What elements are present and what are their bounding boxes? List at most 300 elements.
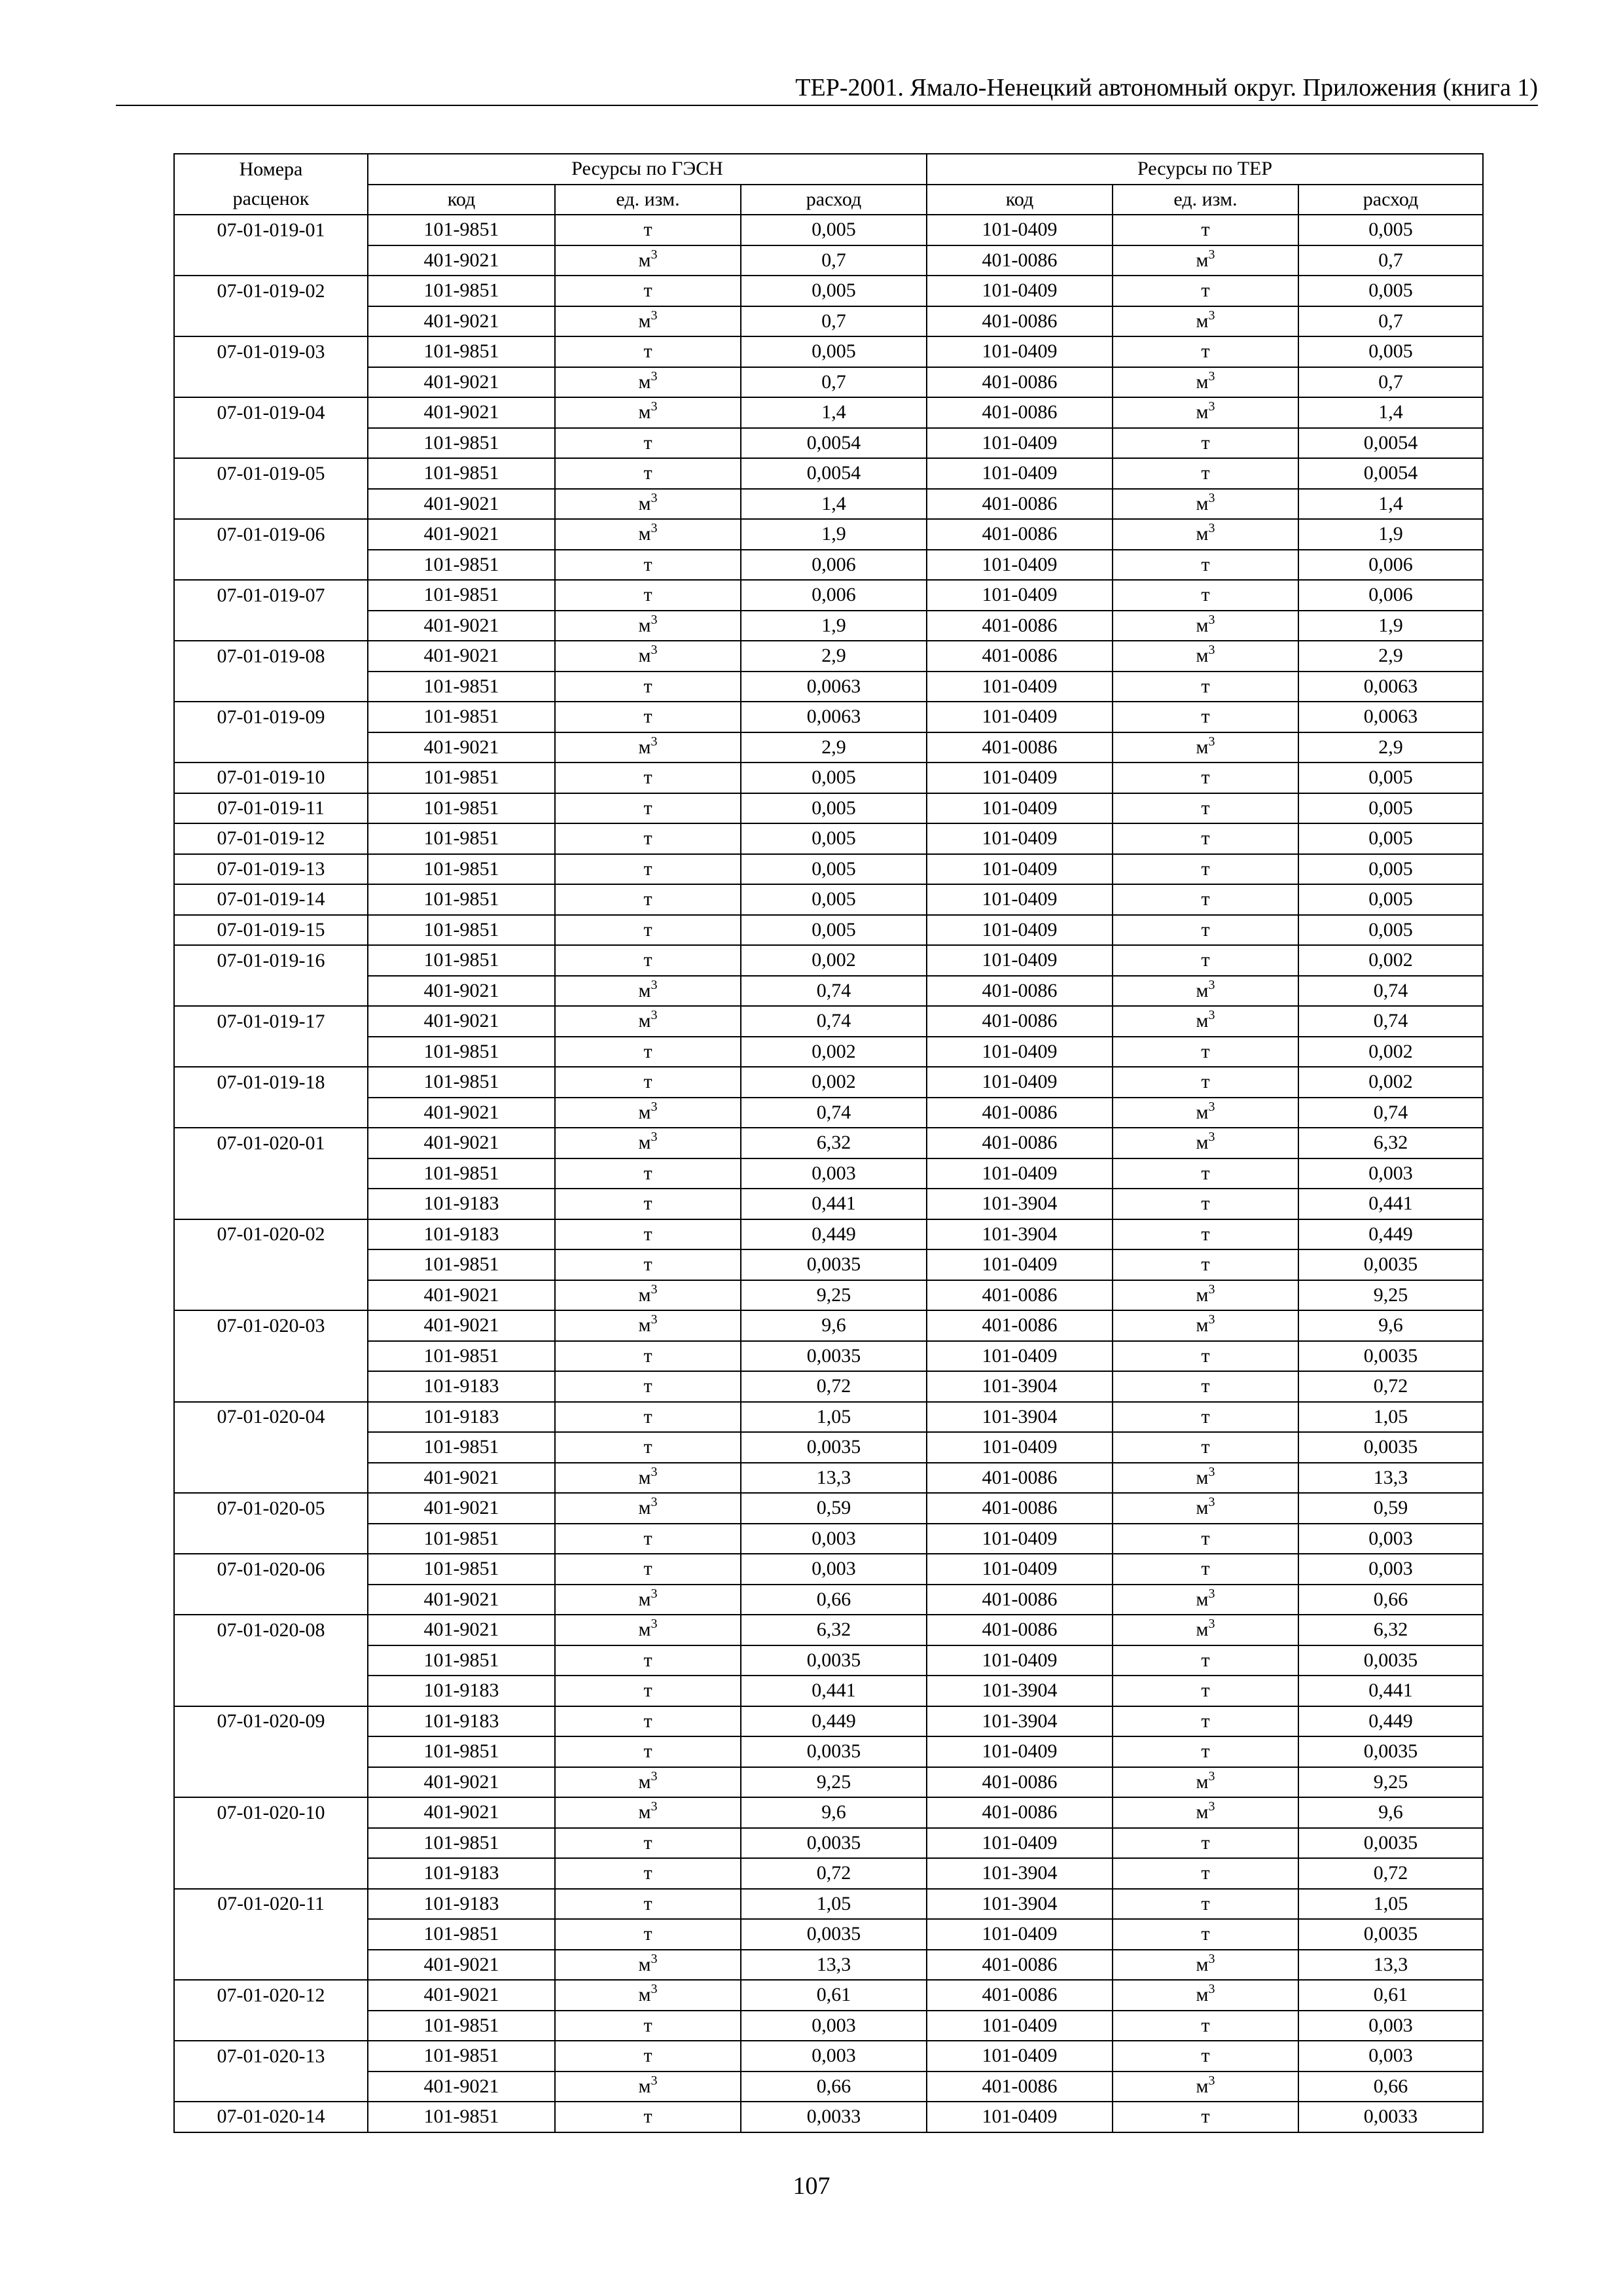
cell-gesn-code: 101-9851 xyxy=(368,2011,555,2041)
cell-gesn-code: 101-9851 xyxy=(368,793,555,824)
cell-gesn-amount: 1,05 xyxy=(741,1889,927,1920)
table-row xyxy=(174,519,1483,550)
cell-ter-amount: 2,9 xyxy=(1298,732,1483,763)
cell-gesn-code: 401-9021 xyxy=(368,1280,555,1311)
cell-ter-amount: 6,32 xyxy=(1298,1128,1483,1158)
cell-ter-code: 401-0086 xyxy=(927,1493,1113,1524)
cell-gesn-code: 101-9183 xyxy=(368,1371,555,1402)
table-row xyxy=(174,1585,1483,1615)
table-row xyxy=(174,1676,1483,1706)
cell-rate-number xyxy=(174,550,368,581)
cell-gesn-amount: 0,7 xyxy=(741,245,927,276)
cell-gesn-amount: 0,72 xyxy=(741,1858,927,1889)
cell-gesn-unit: т xyxy=(555,1341,741,1372)
cell-ter-unit: т xyxy=(1113,1554,1298,1585)
cell-gesn-amount: 0,0033 xyxy=(741,2102,927,2132)
cell-gesn-unit: т xyxy=(555,458,741,489)
cell-gesn-code: 401-9021 xyxy=(368,2072,555,2102)
header-ter-code: код xyxy=(927,185,1113,215)
cell-gesn-unit: т xyxy=(555,1645,741,1676)
cell-ter-code: 401-0086 xyxy=(927,976,1113,1007)
cell-ter-code: 101-0409 xyxy=(927,793,1113,824)
cell-ter-amount: 1,9 xyxy=(1298,611,1483,641)
cell-ter-amount: 0,006 xyxy=(1298,550,1483,581)
cell-ter-amount: 0,002 xyxy=(1298,1037,1483,1067)
cell-gesn-code: 401-9021 xyxy=(368,519,555,550)
cell-gesn-code: 101-9851 xyxy=(368,1341,555,1372)
table-row xyxy=(174,1006,1483,1037)
cell-gesn-amount: 0,0035 xyxy=(741,1919,927,1950)
cell-gesn-unit: т xyxy=(555,1067,741,1098)
cell-gesn-amount: 0,003 xyxy=(741,2041,927,2072)
cell-gesn-amount: 0,74 xyxy=(741,1098,927,1128)
cell-ter-amount: 0,0035 xyxy=(1298,1736,1483,1767)
cell-ter-unit: т xyxy=(1113,2102,1298,2132)
cell-gesn-unit: $м^3$ xyxy=(555,1280,741,1311)
cell-gesn-amount: 0,006 xyxy=(741,550,927,581)
cell-ter-amount: 0,003 xyxy=(1298,1158,1483,1189)
cell-gesn-amount: 0,441 xyxy=(741,1676,927,1706)
cell-ter-code: 101-3904 xyxy=(927,1706,1113,1737)
cell-ter-unit: т xyxy=(1113,1524,1298,1554)
cell-gesn-code: 101-9851 xyxy=(368,1645,555,1676)
table-row xyxy=(174,1645,1483,1676)
cell-gesn-amount: 0,74 xyxy=(741,976,927,1007)
table-row xyxy=(174,945,1483,976)
cell-gesn-unit: т xyxy=(555,1249,741,1280)
cell-rate-number: 07-01-019-17 xyxy=(174,1006,368,1037)
cell-gesn-unit: т xyxy=(555,1889,741,1920)
header-gesn-code: код xyxy=(368,185,555,215)
cell-gesn-unit: т xyxy=(555,580,741,611)
table-row xyxy=(174,306,1483,337)
cell-gesn-amount: 0,005 xyxy=(741,762,927,793)
cell-gesn-amount: 0,005 xyxy=(741,336,927,367)
table-row xyxy=(174,1950,1483,1981)
table-row xyxy=(174,732,1483,763)
cell-ter-unit: $м^3$ xyxy=(1113,1463,1298,1494)
cell-gesn-amount: 0,0054 xyxy=(741,428,927,459)
cell-ter-code: 101-0409 xyxy=(927,580,1113,611)
cell-gesn-unit: т xyxy=(555,1676,741,1706)
cell-gesn-amount: 0,002 xyxy=(741,945,927,976)
page-number: 107 xyxy=(793,2172,830,2200)
cell-gesn-unit: т xyxy=(555,884,741,915)
cell-ter-amount: 0,0054 xyxy=(1298,458,1483,489)
cell-ter-unit: $м^3$ xyxy=(1113,2072,1298,2102)
table-row xyxy=(174,367,1483,398)
cell-ter-code: 101-0409 xyxy=(927,2041,1113,2072)
cell-gesn-code: 101-9183 xyxy=(368,1889,555,1920)
cell-rate-number xyxy=(174,489,368,520)
table-row xyxy=(174,2072,1483,2102)
table-row xyxy=(174,884,1483,915)
cell-gesn-unit: т xyxy=(555,915,741,946)
header-gesn-unit: ед. изм. xyxy=(555,185,741,215)
table-row xyxy=(174,2011,1483,2041)
cell-ter-code: 101-0409 xyxy=(927,702,1113,732)
cell-ter-amount: 0,449 xyxy=(1298,1706,1483,1737)
cell-ter-amount: 0,66 xyxy=(1298,2072,1483,2102)
cell-ter-amount: 0,0063 xyxy=(1298,672,1483,702)
cell-gesn-code: 401-9021 xyxy=(368,1310,555,1341)
cell-ter-unit: т xyxy=(1113,1189,1298,1219)
cell-gesn-amount: 0,0063 xyxy=(741,702,927,732)
cell-rate-number xyxy=(174,1524,368,1554)
table-row xyxy=(174,1889,1483,1920)
cell-ter-unit: $м^3$ xyxy=(1113,1980,1298,2011)
cell-ter-amount: 0,006 xyxy=(1298,580,1483,611)
cell-ter-amount: 9,6 xyxy=(1298,1797,1483,1828)
cell-rate-number xyxy=(174,1341,368,1372)
cell-rate-number xyxy=(174,1371,368,1402)
cell-ter-unit: т xyxy=(1113,702,1298,732)
cell-ter-code: 401-0086 xyxy=(927,1310,1113,1341)
cell-rate-number: 07-01-019-02 xyxy=(174,276,368,306)
cell-ter-code: 101-3904 xyxy=(927,1889,1113,1920)
cell-rate-number: 07-01-020-14 xyxy=(174,2102,368,2132)
cell-ter-code: 401-0086 xyxy=(927,367,1113,398)
cell-ter-unit: т xyxy=(1113,1402,1298,1433)
cell-rate-number xyxy=(174,1249,368,1280)
cell-gesn-code: 101-9851 xyxy=(368,276,555,306)
cell-ter-unit: т xyxy=(1113,1889,1298,1920)
cell-gesn-unit: $м^3$ xyxy=(555,732,741,763)
cell-rate-number xyxy=(174,306,368,337)
cell-ter-code: 401-0086 xyxy=(927,1098,1113,1128)
cell-ter-code: 101-3904 xyxy=(927,1219,1113,1250)
cell-rate-number xyxy=(174,1676,368,1706)
cell-gesn-code: 401-9021 xyxy=(368,732,555,763)
cell-gesn-amount: 9,25 xyxy=(741,1767,927,1798)
cell-rate-number xyxy=(174,1158,368,1189)
cell-ter-unit: т xyxy=(1113,336,1298,367)
cell-ter-amount: 0,005 xyxy=(1298,915,1483,946)
cell-gesn-code: 401-9021 xyxy=(368,976,555,1007)
table-row xyxy=(174,2102,1483,2132)
cell-gesn-unit: т xyxy=(555,762,741,793)
cell-gesn-code: 101-9851 xyxy=(368,1158,555,1189)
cell-gesn-amount: 1,05 xyxy=(741,1402,927,1433)
cell-ter-amount: 0,005 xyxy=(1298,762,1483,793)
cell-ter-code: 401-0086 xyxy=(927,519,1113,550)
cell-ter-unit: т xyxy=(1113,823,1298,854)
cell-ter-amount: 1,05 xyxy=(1298,1402,1483,1433)
cell-gesn-unit: $м^3$ xyxy=(555,1615,741,1645)
cell-gesn-amount: 9,6 xyxy=(741,1797,927,1828)
table-row xyxy=(174,641,1483,672)
cell-gesn-code: 101-9851 xyxy=(368,2041,555,2072)
cell-gesn-code: 401-9021 xyxy=(368,1493,555,1524)
cell-ter-amount: 0,0035 xyxy=(1298,1432,1483,1463)
table-row xyxy=(174,428,1483,459)
cell-gesn-amount: 0,7 xyxy=(741,306,927,337)
cell-gesn-unit: $м^3$ xyxy=(555,1310,741,1341)
table-row xyxy=(174,550,1483,581)
cell-ter-code: 101-0409 xyxy=(927,823,1113,854)
header-rate-number-line1: Номера xyxy=(174,154,368,185)
cell-ter-amount: 0,005 xyxy=(1298,884,1483,915)
cell-gesn-code: 101-9851 xyxy=(368,550,555,581)
cell-ter-code: 101-3904 xyxy=(927,1858,1113,1889)
cell-gesn-unit: $м^3$ xyxy=(555,1098,741,1128)
cell-rate-number: 07-01-019-16 xyxy=(174,945,368,976)
table-row xyxy=(174,580,1483,611)
cell-gesn-unit: т xyxy=(555,1432,741,1463)
cell-gesn-unit: $м^3$ xyxy=(555,1463,741,1494)
cell-ter-code: 401-0086 xyxy=(927,1006,1113,1037)
cell-gesn-unit: т xyxy=(555,793,741,824)
cell-ter-amount: 0,002 xyxy=(1298,1067,1483,1098)
cell-ter-unit: т xyxy=(1113,1858,1298,1889)
cell-rate-number xyxy=(174,367,368,398)
cell-gesn-unit: $м^3$ xyxy=(555,489,741,520)
cell-ter-code: 101-0409 xyxy=(927,1645,1113,1676)
cell-ter-unit: т xyxy=(1113,1919,1298,1950)
table-row xyxy=(174,2041,1483,2072)
cell-rate-number: 07-01-020-02 xyxy=(174,1219,368,1250)
cell-ter-code: 401-0086 xyxy=(927,1797,1113,1828)
cell-gesn-amount: 1,4 xyxy=(741,397,927,428)
cell-ter-code: 401-0086 xyxy=(927,641,1113,672)
cell-gesn-code: 401-9021 xyxy=(368,1767,555,1798)
cell-ter-amount: 0,002 xyxy=(1298,945,1483,976)
cell-rate-number: 07-01-019-15 xyxy=(174,915,368,946)
cell-gesn-unit: т xyxy=(555,1828,741,1859)
table-row xyxy=(174,1736,1483,1767)
cell-ter-unit: т xyxy=(1113,1158,1298,1189)
table-row xyxy=(174,336,1483,367)
cell-rate-number xyxy=(174,1767,368,1798)
cell-rate-number: 07-01-020-05 xyxy=(174,1493,368,1524)
cell-gesn-unit: $м^3$ xyxy=(555,611,741,641)
table-row xyxy=(174,611,1483,641)
cell-gesn-amount: 0,66 xyxy=(741,1585,927,1615)
cell-ter-code: 401-0086 xyxy=(927,1767,1113,1798)
cell-gesn-code: 101-9183 xyxy=(368,1189,555,1219)
cell-gesn-code: 101-9851 xyxy=(368,672,555,702)
table-row xyxy=(174,1767,1483,1798)
cell-gesn-unit: $м^3$ xyxy=(555,1006,741,1037)
cell-gesn-code: 401-9021 xyxy=(368,397,555,428)
cell-gesn-code: 101-9851 xyxy=(368,428,555,459)
cell-rate-number xyxy=(174,1098,368,1128)
cell-ter-unit: т xyxy=(1113,1371,1298,1402)
cell-gesn-code: 101-9851 xyxy=(368,215,555,245)
cell-gesn-amount: 0,0054 xyxy=(741,458,927,489)
cell-gesn-amount: 6,32 xyxy=(741,1615,927,1645)
cell-ter-code: 401-0086 xyxy=(927,1463,1113,1494)
table-row xyxy=(174,1341,1483,1372)
cell-rate-number: 07-01-020-12 xyxy=(174,1980,368,2011)
cell-ter-code: 101-0409 xyxy=(927,915,1113,946)
cell-gesn-code: 401-9021 xyxy=(368,1006,555,1037)
cell-ter-code: 101-0409 xyxy=(927,1736,1113,1767)
cell-ter-unit: т xyxy=(1113,1706,1298,1737)
cell-rate-number xyxy=(174,672,368,702)
cell-ter-unit: т xyxy=(1113,1645,1298,1676)
cell-ter-code: 101-0409 xyxy=(927,1341,1113,1372)
cell-ter-amount: 0,003 xyxy=(1298,1524,1483,1554)
table-row xyxy=(174,458,1483,489)
table-row xyxy=(174,762,1483,793)
cell-ter-unit: $м^3$ xyxy=(1113,1310,1298,1341)
cell-gesn-amount: 0,0035 xyxy=(741,1828,927,1859)
cell-gesn-amount: 0,003 xyxy=(741,2011,927,2041)
resources-table xyxy=(173,153,1484,2133)
cell-gesn-amount: 0,005 xyxy=(741,823,927,854)
table-row xyxy=(174,1615,1483,1645)
cell-gesn-code: 101-9851 xyxy=(368,1249,555,1280)
cell-ter-amount: 0,005 xyxy=(1298,336,1483,367)
cell-ter-amount: 0,003 xyxy=(1298,2011,1483,2041)
cell-gesn-code: 401-9021 xyxy=(368,1128,555,1158)
cell-gesn-amount: 0,002 xyxy=(741,1067,927,1098)
table-row xyxy=(174,215,1483,245)
table-row xyxy=(174,1371,1483,1402)
cell-ter-amount: 13,3 xyxy=(1298,1463,1483,1494)
table-row xyxy=(174,1858,1483,1889)
cell-ter-amount: 0,7 xyxy=(1298,306,1483,337)
cell-gesn-unit: т xyxy=(555,945,741,976)
table-row xyxy=(174,1189,1483,1219)
cell-ter-code: 101-0409 xyxy=(927,336,1113,367)
cell-ter-amount: 2,9 xyxy=(1298,641,1483,672)
table-row xyxy=(174,1249,1483,1280)
cell-gesn-code: 101-9851 xyxy=(368,823,555,854)
cell-gesn-unit: $м^3$ xyxy=(555,519,741,550)
cell-gesn-code: 401-9021 xyxy=(368,1980,555,2011)
cell-ter-unit: т xyxy=(1113,1219,1298,1250)
cell-ter-unit: т xyxy=(1113,945,1298,976)
cell-gesn-unit: $м^3$ xyxy=(555,2072,741,2102)
cell-gesn-amount: 0,002 xyxy=(741,1037,927,1067)
cell-gesn-code: 101-9851 xyxy=(368,1736,555,1767)
cell-rate-number: 07-01-020-01 xyxy=(174,1128,368,1158)
cell-ter-unit: т xyxy=(1113,762,1298,793)
cell-ter-amount: 0,72 xyxy=(1298,1371,1483,1402)
cell-ter-unit: т xyxy=(1113,915,1298,946)
cell-gesn-code: 101-9851 xyxy=(368,580,555,611)
cell-gesn-code: 401-9021 xyxy=(368,245,555,276)
cell-rate-number xyxy=(174,1645,368,1676)
cell-ter-amount: 0,0035 xyxy=(1298,1341,1483,1372)
cell-gesn-unit: т xyxy=(555,428,741,459)
cell-ter-amount: 0,61 xyxy=(1298,1980,1483,2011)
cell-gesn-amount: 0,005 xyxy=(741,915,927,946)
cell-gesn-unit: т xyxy=(555,1919,741,1950)
cell-rate-number: 07-01-020-03 xyxy=(174,1310,368,1341)
table-row xyxy=(174,1828,1483,1859)
table-row xyxy=(174,976,1483,1007)
cell-ter-unit: $м^3$ xyxy=(1113,1950,1298,1981)
cell-gesn-amount: 2,9 xyxy=(741,641,927,672)
cell-gesn-unit: $м^3$ xyxy=(555,1128,741,1158)
cell-gesn-amount: 0,7 xyxy=(741,367,927,398)
cell-rate-number xyxy=(174,1585,368,1615)
cell-ter-amount: 0,003 xyxy=(1298,1554,1483,1585)
cell-gesn-code: 101-9183 xyxy=(368,1706,555,1737)
cell-ter-amount: 0,74 xyxy=(1298,1006,1483,1037)
cell-ter-unit: т xyxy=(1113,428,1298,459)
cell-gesn-code: 101-9851 xyxy=(368,1828,555,1859)
cell-ter-code: 101-0409 xyxy=(927,1067,1113,1098)
cell-gesn-amount: 13,3 xyxy=(741,1950,927,1981)
cell-gesn-amount: 0,0063 xyxy=(741,672,927,702)
cell-gesn-amount: 1,9 xyxy=(741,611,927,641)
cell-ter-amount: 13,3 xyxy=(1298,1950,1483,1981)
cell-ter-unit: $м^3$ xyxy=(1113,519,1298,550)
header-gesn-amount: расход xyxy=(741,185,927,215)
cell-gesn-amount: 0,441 xyxy=(741,1189,927,1219)
cell-gesn-unit: $м^3$ xyxy=(555,1493,741,1524)
cell-ter-code: 101-3904 xyxy=(927,1676,1113,1706)
cell-gesn-amount: 13,3 xyxy=(741,1463,927,1494)
cell-ter-unit: $м^3$ xyxy=(1113,611,1298,641)
table-row xyxy=(174,1919,1483,1950)
cell-gesn-amount: 6,32 xyxy=(741,1128,927,1158)
cell-rate-number xyxy=(174,2072,368,2102)
header-gesn-group: Ресурсы по ГЭСН xyxy=(368,154,927,185)
cell-ter-code: 101-0409 xyxy=(927,1432,1113,1463)
cell-gesn-code: 101-9851 xyxy=(368,945,555,976)
cell-gesn-code: 401-9021 xyxy=(368,367,555,398)
table-row xyxy=(174,1037,1483,1067)
table-row xyxy=(174,489,1483,520)
table-row xyxy=(174,672,1483,702)
cell-rate-number: 07-01-020-11 xyxy=(174,1889,368,1920)
cell-ter-code: 101-0409 xyxy=(927,215,1113,245)
cell-ter-unit: т xyxy=(1113,580,1298,611)
cell-rate-number: 07-01-019-03 xyxy=(174,336,368,367)
cell-ter-amount: 0,0054 xyxy=(1298,428,1483,459)
cell-gesn-unit: т xyxy=(555,854,741,885)
cell-gesn-unit: т xyxy=(555,1706,741,1737)
cell-gesn-unit: $м^3$ xyxy=(555,397,741,428)
cell-gesn-amount: 0,72 xyxy=(741,1371,927,1402)
cell-gesn-unit: $м^3$ xyxy=(555,367,741,398)
cell-gesn-amount: 0,006 xyxy=(741,580,927,611)
cell-gesn-amount: 0,0035 xyxy=(741,1341,927,1372)
cell-ter-amount: 9,6 xyxy=(1298,1310,1483,1341)
cell-ter-amount: 0,441 xyxy=(1298,1189,1483,1219)
cell-rate-number: 07-01-019-10 xyxy=(174,762,368,793)
cell-ter-unit: т xyxy=(1113,1037,1298,1067)
cell-gesn-unit: т xyxy=(555,1402,741,1433)
cell-ter-code: 101-3904 xyxy=(927,1371,1113,1402)
cell-gesn-code: 101-9851 xyxy=(368,854,555,885)
cell-gesn-amount: 0,005 xyxy=(741,854,927,885)
cell-gesn-amount: 0,0035 xyxy=(741,1736,927,1767)
cell-ter-unit: т xyxy=(1113,672,1298,702)
cell-gesn-code: 101-9183 xyxy=(368,1402,555,1433)
cell-ter-code: 101-0409 xyxy=(927,1249,1113,1280)
cell-ter-unit: $м^3$ xyxy=(1113,397,1298,428)
table-row xyxy=(174,915,1483,946)
cell-gesn-code: 101-9851 xyxy=(368,2102,555,2132)
cell-gesn-code: 401-9021 xyxy=(368,489,555,520)
cell-gesn-unit: $м^3$ xyxy=(555,1950,741,1981)
cell-rate-number: 07-01-019-18 xyxy=(174,1067,368,1098)
cell-gesn-code: 101-9851 xyxy=(368,1554,555,1585)
cell-ter-code: 101-0409 xyxy=(927,884,1113,915)
cell-ter-code: 401-0086 xyxy=(927,611,1113,641)
cell-rate-number: 07-01-019-08 xyxy=(174,641,368,672)
cell-gesn-amount: 0,0035 xyxy=(741,1645,927,1676)
cell-rate-number: 07-01-019-09 xyxy=(174,702,368,732)
cell-ter-code: 101-3904 xyxy=(927,1189,1113,1219)
cell-rate-number xyxy=(174,732,368,763)
